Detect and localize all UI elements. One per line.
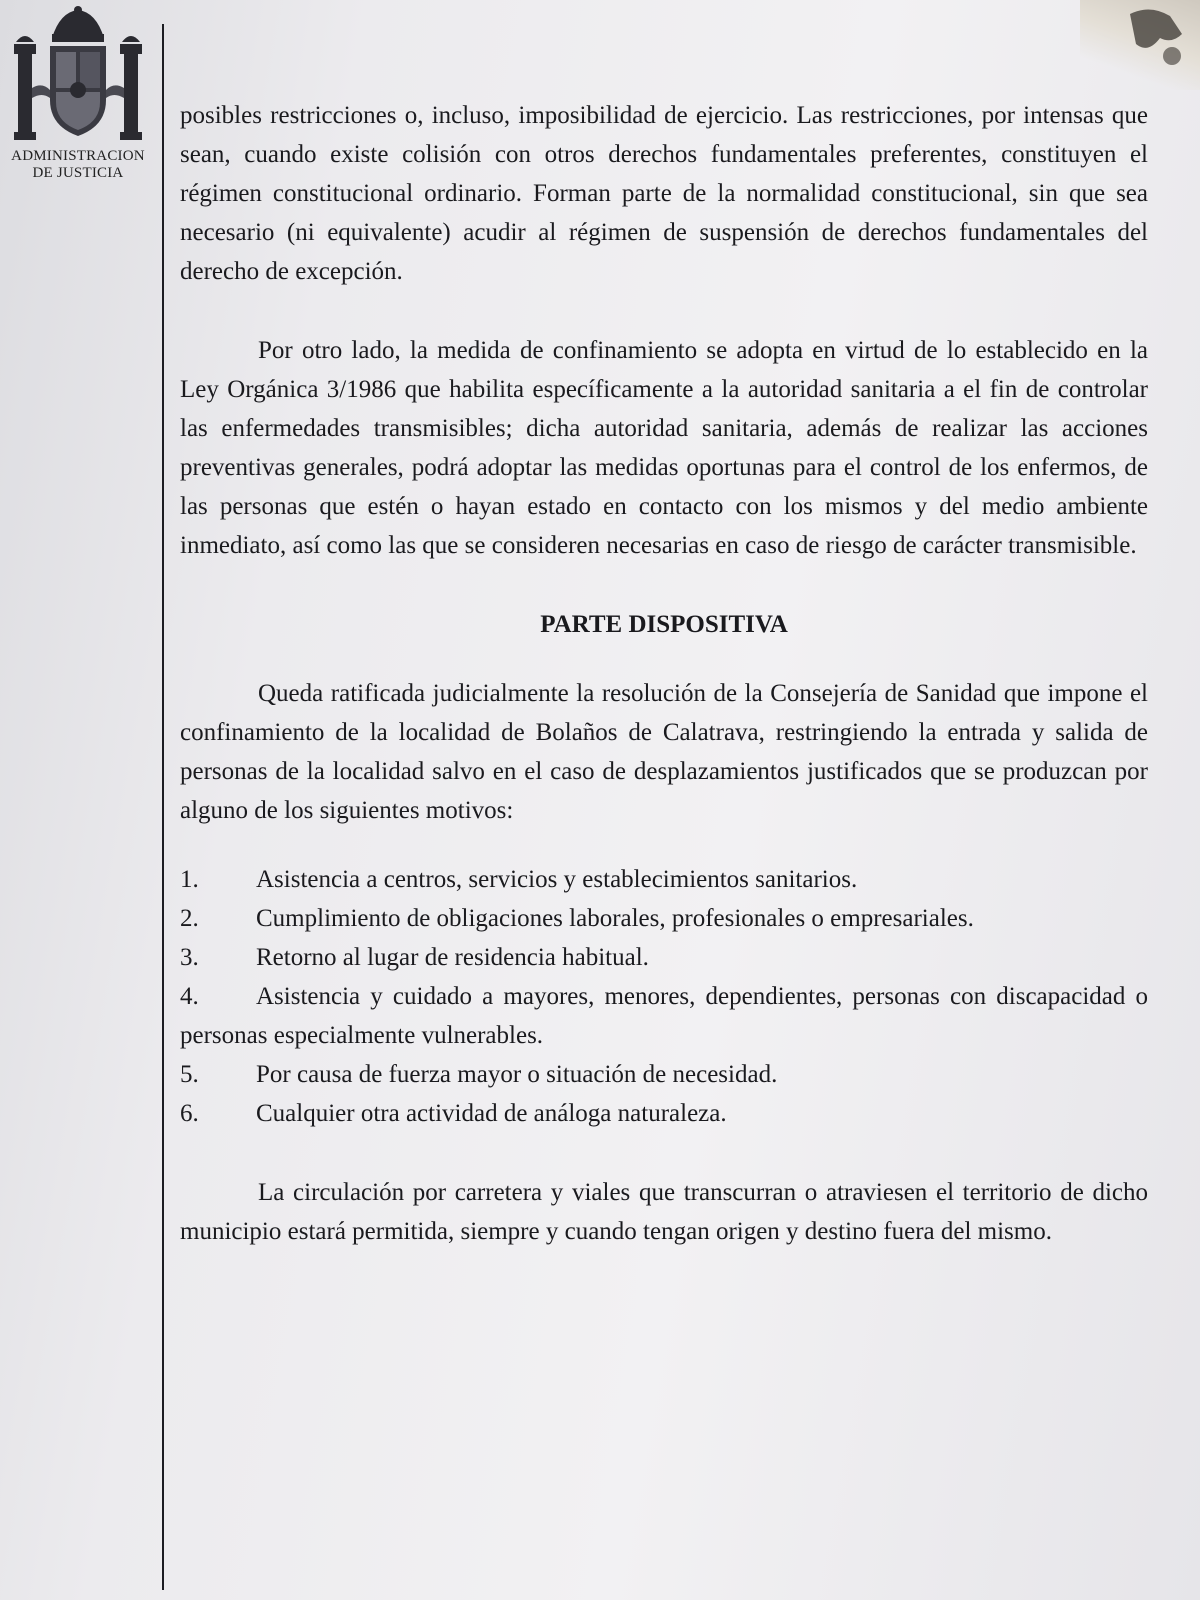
list-item-number: 3. <box>180 944 199 971</box>
list-item <box>180 899 1148 938</box>
list-item <box>180 860 1148 899</box>
spain-coat-of-arms-icon <box>8 4 148 148</box>
list-item-text: Asistencia y cuidado a mayores, menores, dependientes, personas con discapacidad o personas especialmente vulnerables. <box>180 983 1148 1049</box>
list-item-number: 4. <box>180 983 199 1010</box>
list-item-text: Cumplimiento de obligaciones laborales, profesionales o empresariales. <box>256 905 974 932</box>
paragraph-restrictions: posibles restricciones o, incluso, imposibilidad de ejercicio. Las restricciones, por intensas que sean, cuando existe colisión con otros derechos fundamentales preferentes, constituyen el régimen constitucional ordinario. Forman parte de la normalidad constitucional, sin que sea necesario (ni equivalente) acudir al régimen de suspensión de derechos fundamentales del derecho de excepción. <box>180 102 1148 285</box>
stamp-fragment-icon <box>1120 4 1192 76</box>
section-title: PARTE DISPOSITIVA <box>540 611 788 638</box>
list-item <box>180 1094 1148 1133</box>
list-item-text: Retorno al lugar de residencia habitual. <box>256 944 649 971</box>
list-item-number: 2. <box>180 905 199 932</box>
paragraph-road-circulation: La circulación por carretera y viales que transcurran o atraviesen el territorio de dicho municipio estará permitida, siempre y cuando tengan origen y destino fuera del mismo. <box>180 1179 1148 1245</box>
document-body <box>180 96 1148 1251</box>
list-item-text: Cualquier otra actividad de análoga naturaleza. <box>256 1100 727 1127</box>
list-item <box>180 938 1148 977</box>
agency-name-line1: ADMINISTRACION <box>11 148 145 164</box>
list-item-number: 5. <box>180 1061 199 1088</box>
list-item <box>180 1055 1148 1094</box>
agency-name-line2: DE JUSTICIA <box>32 165 124 181</box>
list-item <box>180 977 1148 1055</box>
page-curl <box>1080 0 1200 90</box>
list-item-text: Asistencia a centros, servicios y establecimientos sanitarios. <box>256 866 858 893</box>
paragraph-ratification: Queda ratificada judicialmente la resolución de la Consejería de Sanidad que impone el confinamiento de la localidad de Bolaños de Calatrava, restringiendo la entrada y salida de personas de la localidad salvo en el caso de desplazamientos justificados que se produzcan por alguno de los siguientes motivos: <box>180 680 1148 824</box>
list-item-number: 1. <box>180 866 199 893</box>
court-emblem <box>4 4 152 184</box>
list-item-text: Por causa de fuerza mayor o situación de necesidad. <box>256 1061 778 1088</box>
margin-rule <box>162 24 164 1590</box>
list-item-number: 6. <box>180 1100 199 1127</box>
motives-list <box>180 860 1148 1133</box>
paragraph-confinement-basis: Por otro lado, la medida de confinamiento se adopta en virtud de lo establecido en la Ley Orgánica 3/1986 que habilita específicamente a la autoridad sanitaria a el fin de controlar las enfermedades transmisibles; dicha autoridad sanitaria, además de realizar las acciones preventivas generales, podrá adoptar las medidas oportunas para el control de los enfermos, de las personas que estén o hayan estado en contacto con los mismos y del medio ambiente inmediato, así como las que se consideren necesarias en caso de riesgo de carácter transmisible. <box>180 337 1148 559</box>
